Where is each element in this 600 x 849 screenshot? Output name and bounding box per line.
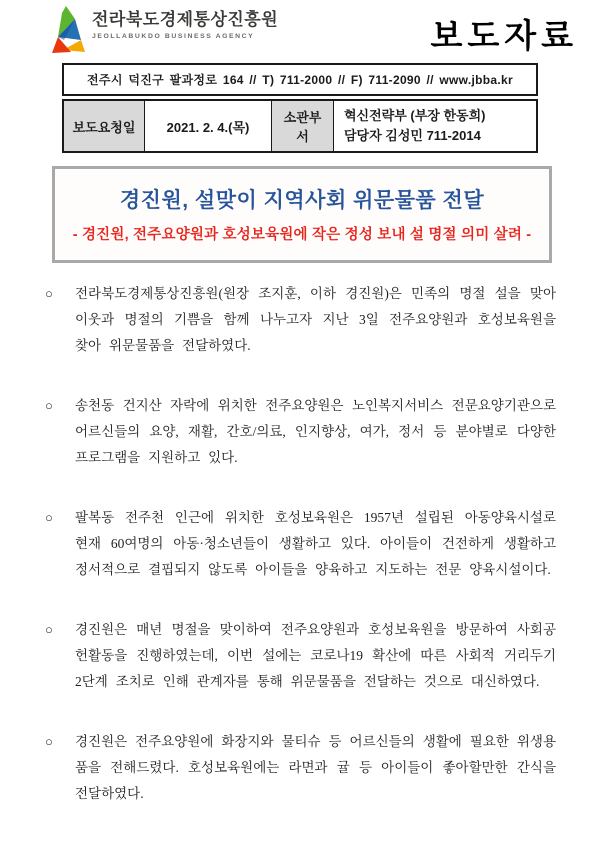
- request-date-value: 2021. 2. 4.(목): [144, 101, 271, 151]
- bullet-circle: ○: [45, 398, 53, 414]
- info-table: [62, 99, 538, 153]
- paragraph-1: [45, 281, 556, 359]
- paragraph-text: 전라북도경제통상진흥원(원장 조지훈, 이하 경진원)은 민족의 명절 설을 맞아 이웃과 명절의 기쁨을 함께 나누고자 지난 3일 전주요양원과 호성보육원을 찾아 위문물품을 전달하였다.: [75, 286, 556, 354]
- bullet-circle: ○: [45, 622, 53, 638]
- paragraph-5: [45, 729, 556, 807]
- paragraph-text: 팔복동 전주천 인근에 위치한 호성보육원은 1957년 설립된 아동양육시설로 현재 60여명의 아동·청소년들이 생활하고 있다. 아이들이 건전하게 생활하고 정서적으로 결핍되지 않도록 아이들을 양육하고 지도하는 전문 양육시설이다.: [75, 510, 556, 578]
- document-type-title: 보도자료: [430, 17, 578, 54]
- paragraph-3: [45, 505, 556, 583]
- agency-logo-icon: [50, 6, 86, 54]
- department-line2: 담당자 김성민 711-2014: [344, 128, 481, 144]
- paragraph-text: 경진원은 전주요양원에 화장지와 물티슈 등 어르신들의 생활에 필요한 위생용품을 전해드렸다. 호성보육원에는 라면과 귤 등 아이들이 좋아할만한 간식을 전달하였다.: [75, 734, 556, 802]
- request-date-label: 보도요청일: [64, 101, 144, 151]
- department-info: [333, 101, 536, 151]
- bullet-circle: ○: [45, 286, 53, 302]
- bullet-circle: ○: [45, 510, 53, 526]
- title-box: [52, 166, 552, 263]
- body-text: [45, 281, 556, 807]
- paragraph-2: [45, 393, 556, 471]
- paragraph-text: 경진원은 매년 명절을 맞이하여 전주요양원과 호성보육원을 방문하여 사회공헌활동을 진행하였는데, 이번 설에는 코로나19 확산에 따른 사회적 거리두기 2단계 조치로 인해 관계자를 통해 위문물품을 전달하는 것으로 대신하였다.: [75, 622, 556, 690]
- paragraph-4: [45, 617, 556, 695]
- agency-logo-text: [92, 6, 278, 40]
- header: [0, 0, 600, 57]
- org-name-english: JEOLLABUKDO BUSINESS AGENCY: [92, 32, 255, 40]
- org-name: 전라북도경제통상진흥원: [92, 10, 279, 29]
- department-label: 소관부서: [271, 101, 333, 151]
- press-release-title: 경진원, 설맞이 지역사회 위문물품 전달: [119, 189, 485, 213]
- address-bar: 전주시 덕진구 팔과정로 164 // T) 711-2000 // F) 711-2090 // www.jbba.kr: [62, 63, 538, 96]
- agency-logo: [50, 6, 278, 54]
- department-line1: 혁신전략부 (부장 한동희): [344, 108, 486, 123]
- press-release-subtitle: - 경진원, 전주요양원과 호성보육원에 작은 정성 보내 설 명절 의미 살려 -: [72, 227, 532, 244]
- bullet-circle: ○: [45, 734, 53, 750]
- paragraph-text: 송천동 건지산 자락에 위치한 전주요양원은 노인복지서비스 전문요양기관으로 어르신들의 요양, 재활, 간호/의료, 인지향상, 여가, 정서 등 분야별로 다양한 프로그램을 지원하고 있다.: [75, 398, 556, 466]
